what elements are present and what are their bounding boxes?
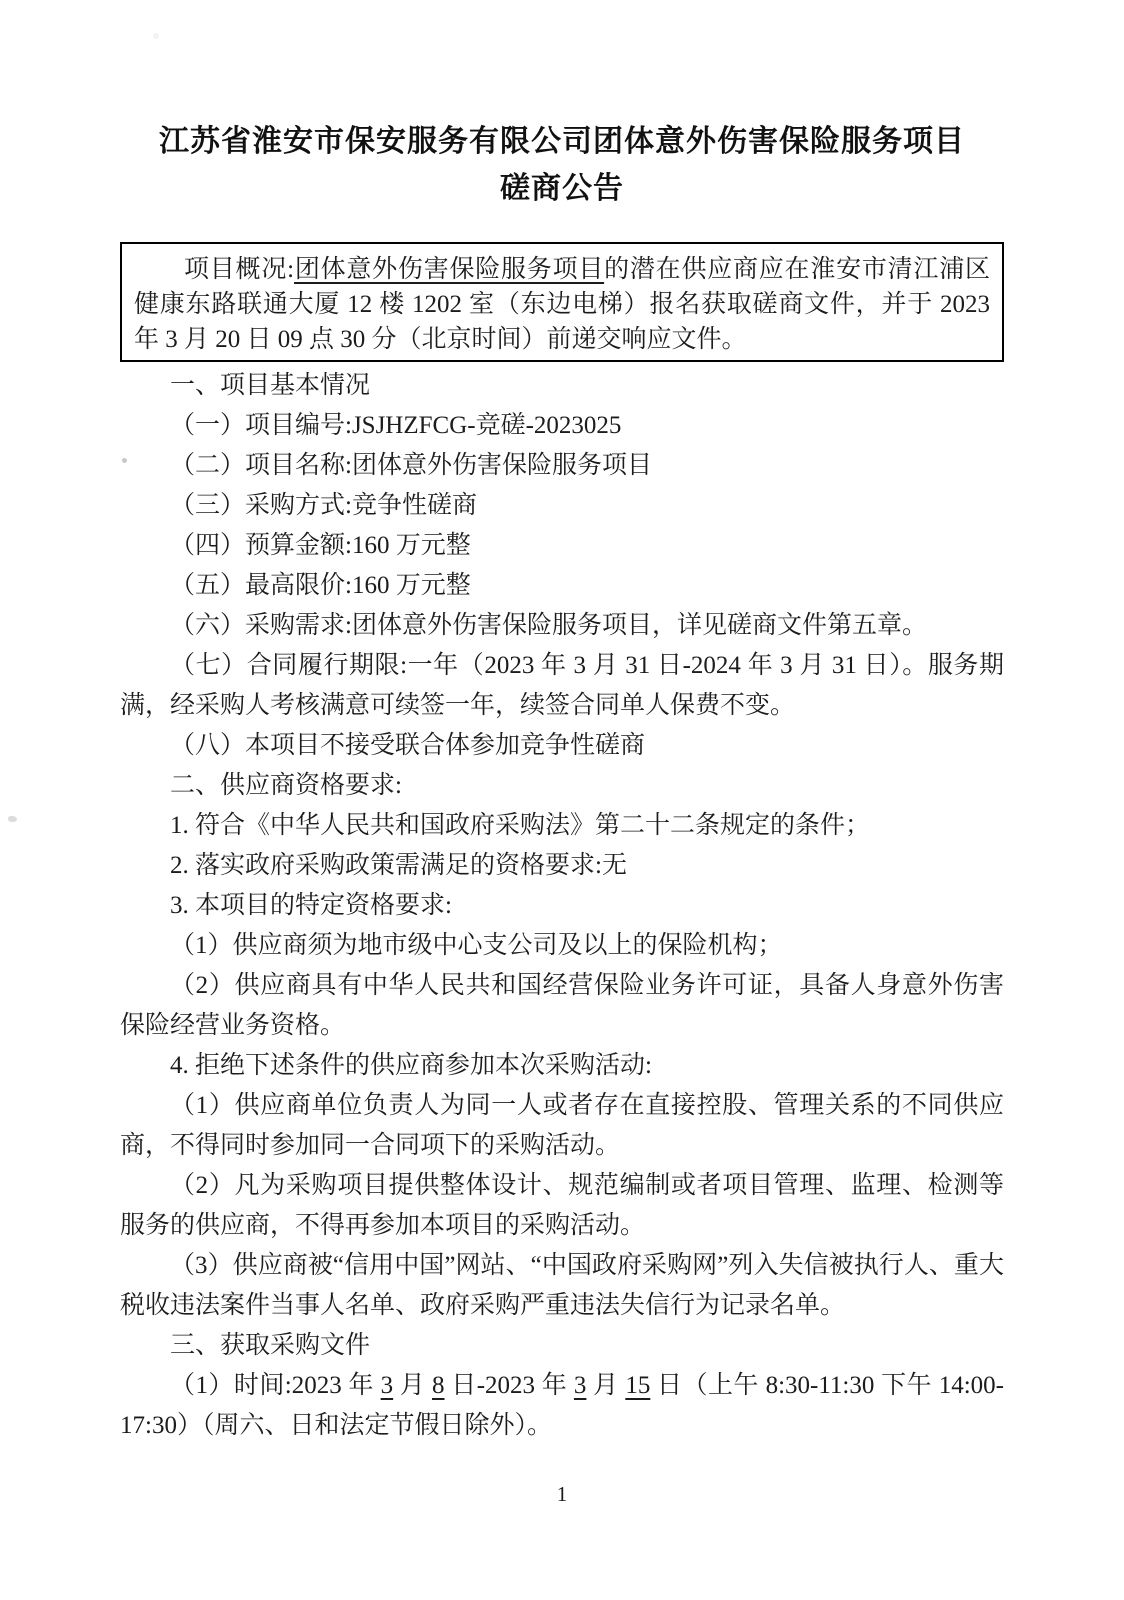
qualification-item-4: 4. 拒绝下述条件的供应商参加本次采购活动: [170, 1052, 652, 1079]
qualification-item-2: 2. 落实政府采购政策需满足的资格要求:无 [170, 852, 627, 879]
rejection-condition-1: （1）供应商单位负责人为同一人或者存在直接控股、管理关系的不同供应商，不得同时参加同一合同项下的采购活动。 [120, 1092, 1004, 1159]
time-m1: 月 [393, 1372, 433, 1399]
item-budget-amount: （四）预算金额:160 万元整 [170, 532, 471, 559]
project-overview-paragraph [134, 252, 990, 357]
time-month-2-underlined: 3 [573, 1372, 587, 1399]
time-day-2-underlined: 15 [625, 1372, 651, 1399]
document-obtain-time [120, 1366, 1004, 1446]
item-no-consortium: （八）本项目不接受联合体参加竞争性磋商 [170, 732, 646, 759]
rejection-condition-2: （2）凡为采购项目提供整体设计、规范编制或者项目管理、监理、检测等服务的供应商，不得再参加本项目的采购活动。 [120, 1172, 1004, 1239]
section-2-heading: 二、供应商资格要求: [170, 772, 402, 799]
document-title-line2: 磋商公告 [500, 172, 624, 205]
project-overview-box [120, 242, 1004, 362]
item-project-name: （二）项目名称:团体意外伤害保险服务项目 [170, 452, 652, 479]
overview-project-name-underlined: 团体意外伤害保险服务项目 [294, 256, 605, 283]
time-pre: （1）时间:2023 年 [170, 1372, 381, 1399]
specific-qualification-2: （2）供应商具有中华人民共和国经营保险业务许可证，具备人身意外伤害保险经营业务资格。 [120, 972, 1004, 1039]
rejection-condition-3: （3）供应商被“信用中国”网站、“中国政府采购网”列入失信被执行人、重大税收违法案件当事人名单、政府采购严重违法失信行为记录名单。 [120, 1252, 1004, 1319]
scan-artifact [153, 33, 159, 39]
time-month-1-underlined: 3 [380, 1372, 394, 1399]
item-contract-term: （七）合同履行期限:一年（2023 年 3 月 31 日-2024 年 3 月 31 日）。服务期满，经采购人考核满意可续签一年，续签合同单人保费不变。 [120, 652, 1004, 719]
qualification-item-3: 3. 本项目的特定资格要求: [170, 892, 452, 919]
overview-rest: 的潜在供应商应在淮安市清江浦区健康东路联通大厦 12 楼 1202 室（东边电梯）报名获取磋商文件，并于 2023 年 3 月 20 日 09 点 30 分（北京时间）前递交响应文件。 [134, 256, 990, 353]
time-day-1-underlined: 8 [432, 1372, 445, 1399]
page-number: 1 [556, 1482, 568, 1506]
scan-artifact [122, 458, 127, 463]
scan-artifact [8, 816, 17, 822]
overview-lead: 项目概况: [184, 256, 295, 283]
time-m3: 月 [586, 1372, 626, 1399]
specific-qualification-1: （1）供应商须为地市级中心支公司及以上的保险机构； [170, 932, 783, 959]
qualification-item-1: 1. 符合《中华人民共和国政府采购法》第二十二条规定的条件； [170, 812, 871, 839]
item-max-price: （五）最高限价:160 万元整 [170, 572, 471, 599]
section-1-heading: 一、项目基本情况 [170, 372, 371, 399]
time-post: 日（上午 8:30-11:30 下午 14:00-17:30）（周六、日和法定节假日除外）。 [120, 1372, 1004, 1439]
item-project-number: （一）项目编号:JSJHZFCG-竞磋-2023025 [170, 412, 622, 439]
item-procurement-method: （三）采购方式:竞争性磋商 [170, 492, 477, 519]
document-body [0, 242, 1124, 1446]
item-procurement-requirement: （六）采购需求:团体意外伤害保险服务项目，详见磋商文件第五章。 [170, 612, 927, 639]
sections [120, 366, 1004, 1446]
time-m2: 日-2023 年 [444, 1372, 574, 1399]
section-3-heading: 三、获取采购文件 [170, 1332, 371, 1359]
document-title-line1: 江苏省淮安市保安服务有限公司团体意外伤害保险服务项目 [159, 125, 965, 158]
document-title [0, 0, 1124, 212]
